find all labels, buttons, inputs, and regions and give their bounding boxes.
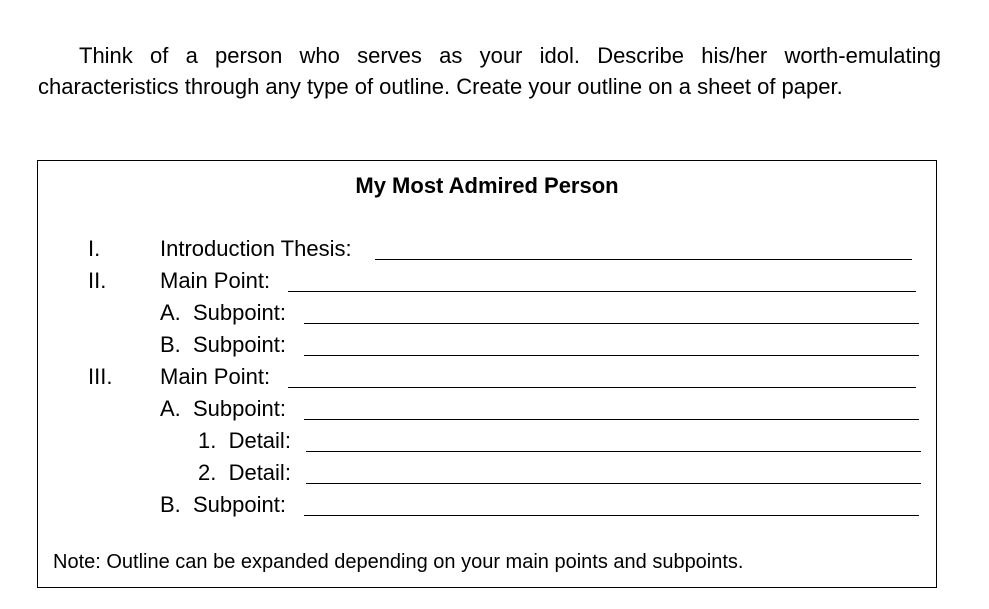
row-label: A. Subpoint: (160, 396, 286, 421)
answer-blank[interactable] (288, 387, 916, 388)
row-numeral: I. (88, 236, 101, 261)
answer-blank[interactable] (306, 451, 921, 452)
outline-row (38, 331, 936, 359)
row-label: 2. Detail: (198, 460, 291, 485)
answer-blank[interactable] (304, 515, 919, 516)
row-label: Introduction Thesis: (160, 236, 352, 261)
answer-blank[interactable] (304, 355, 919, 356)
row-numeral: II. (88, 268, 107, 293)
outline-row (38, 459, 936, 487)
outline-note: Note: Outline can be expanded depending on your main points and subpoints. (53, 551, 744, 573)
answer-blank[interactable] (288, 291, 916, 292)
row-label: Main Point: (160, 268, 271, 293)
outline-box (37, 160, 937, 588)
row-label: B. Subpoint: (160, 332, 286, 357)
answer-blank[interactable] (375, 259, 912, 260)
answer-blank[interactable] (306, 483, 921, 484)
row-label: 1. Detail: (198, 428, 291, 453)
outline-row (38, 299, 936, 327)
instructions-paragraph: Think of a person who serves as your idol. Describe his/her worth-emulating characteristics through any type of outline. Create your outline on a sheet of paper. (38, 43, 941, 99)
outline-row (38, 267, 936, 295)
answer-blank[interactable] (304, 419, 919, 420)
outline-row (38, 363, 936, 391)
row-label: A. Subpoint: (160, 300, 286, 325)
outline-row (38, 491, 936, 519)
outline-row (38, 427, 936, 455)
row-label: Main Point: (160, 364, 271, 389)
answer-blank[interactable] (304, 323, 919, 324)
row-numeral: III. (88, 364, 113, 389)
outline-row (38, 235, 936, 263)
outline-title: My Most Admired Person (355, 173, 619, 198)
row-label: B. Subpoint: (160, 492, 286, 517)
outline-row (38, 395, 936, 423)
